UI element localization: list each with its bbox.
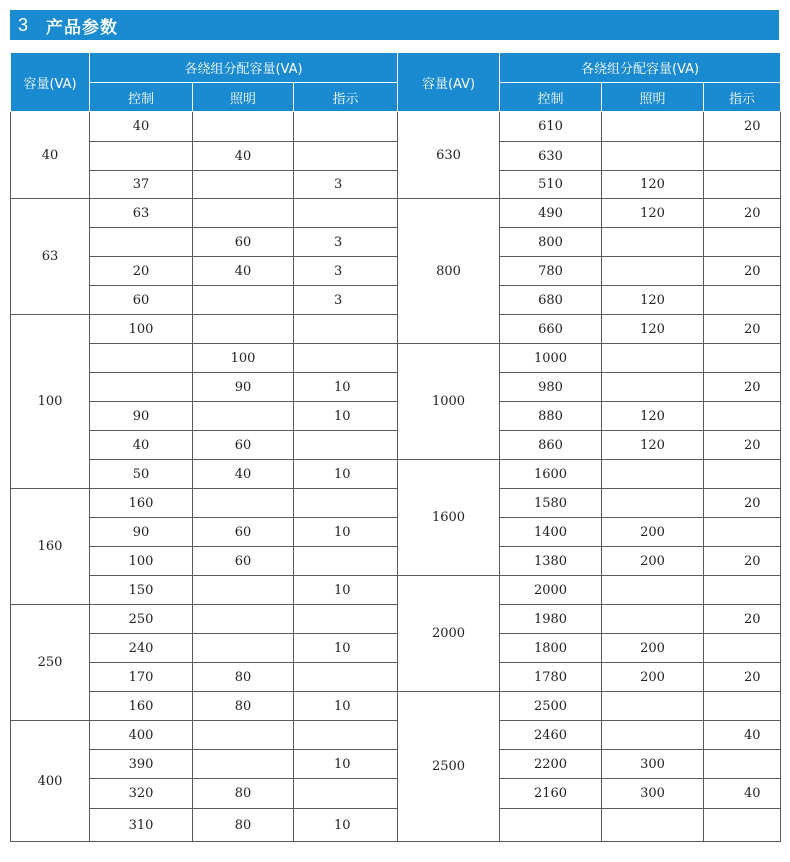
right-lighting-cell	[602, 257, 704, 286]
table-row	[11, 228, 781, 257]
right-control-cell: 510	[500, 171, 602, 199]
right-indicator-cell	[704, 171, 781, 199]
table-row	[11, 663, 781, 692]
left-capacity-cell: 40	[11, 112, 90, 199]
right-lighting-cell	[602, 576, 704, 605]
left-indicator-cell	[294, 779, 398, 809]
left-lighting-cell	[193, 721, 294, 750]
table-row	[11, 692, 781, 721]
section-title: 产品参数	[46, 17, 118, 38]
right-lighting-cell: 200	[602, 663, 704, 692]
right-capacity-cell: 1000	[398, 344, 500, 460]
left-control-cell: 390	[90, 750, 193, 779]
left-lighting-cell: 60	[193, 228, 294, 257]
left-control-cell: 50	[90, 460, 193, 489]
right-control-cell: 660	[500, 315, 602, 344]
left-control-cell: 400	[90, 721, 193, 750]
right-control-cell: 1000	[500, 344, 602, 373]
table-row	[11, 634, 781, 663]
right-control-cell: 2200	[500, 750, 602, 779]
left-control-cell: 40	[90, 431, 193, 460]
right-lighting-cell: 200	[602, 634, 704, 663]
right-lighting-cell	[602, 344, 704, 373]
left-control-cell: 90	[90, 518, 193, 547]
left-lighting-cell: 60	[193, 431, 294, 460]
table-row	[11, 344, 781, 373]
right-control-cell	[500, 809, 602, 842]
left-control-cell: 60	[90, 286, 193, 315]
right-control-cell: 800	[500, 228, 602, 257]
right-control-header: 控制	[500, 83, 602, 112]
right-lighting-cell: 120	[602, 431, 704, 460]
left-indicator-cell	[294, 199, 398, 228]
table-row	[11, 489, 781, 518]
right-lighting-header: 照明	[602, 83, 704, 112]
left-control-cell	[90, 344, 193, 373]
section-number: 3	[18, 14, 29, 35]
left-control-cell	[90, 228, 193, 257]
right-capacity-header: 容量(AV)	[398, 53, 500, 112]
right-indicator-cell	[704, 142, 781, 171]
right-indicator-cell: 20	[704, 605, 781, 634]
right-lighting-cell	[602, 142, 704, 171]
right-lighting-cell	[602, 605, 704, 634]
left-indicator-cell	[294, 142, 398, 171]
left-indicator-cell: 3	[294, 171, 398, 199]
right-indicator-cell	[704, 228, 781, 257]
left-control-cell: 90	[90, 402, 193, 431]
left-lighting-cell: 80	[193, 809, 294, 842]
table-row	[11, 257, 781, 286]
section-header	[10, 10, 779, 40]
right-lighting-cell	[602, 809, 704, 842]
left-indicator-cell: 10	[294, 634, 398, 663]
right-indicator-cell	[704, 460, 781, 489]
right-control-cell: 1580	[500, 489, 602, 518]
left-control-cell: 170	[90, 663, 193, 692]
left-group-header: 各绕组分配容量(VA)	[90, 53, 398, 83]
left-indicator-cell: 10	[294, 576, 398, 605]
left-indicator-cell: 3	[294, 257, 398, 286]
left-indicator-cell	[294, 344, 398, 373]
left-capacity-cell: 400	[11, 721, 90, 842]
left-indicator-cell: 10	[294, 373, 398, 402]
right-lighting-cell: 120	[602, 315, 704, 344]
left-control-cell	[90, 373, 193, 402]
left-lighting-cell	[193, 750, 294, 779]
right-lighting-cell: 200	[602, 518, 704, 547]
left-indicator-cell	[294, 431, 398, 460]
table-row	[11, 315, 781, 344]
left-lighting-header: 照明	[193, 83, 294, 112]
left-lighting-cell: 40	[193, 257, 294, 286]
right-control-cell: 2000	[500, 576, 602, 605]
table-row	[11, 518, 781, 547]
left-lighting-cell	[193, 489, 294, 518]
right-indicator-cell	[704, 518, 781, 547]
right-control-cell: 1400	[500, 518, 602, 547]
left-indicator-cell	[294, 721, 398, 750]
right-capacity-cell: 630	[398, 112, 500, 199]
left-lighting-cell: 40	[193, 142, 294, 171]
left-control-cell: 240	[90, 634, 193, 663]
right-control-cell: 980	[500, 373, 602, 402]
left-control-cell: 100	[90, 547, 193, 576]
left-control-cell: 20	[90, 257, 193, 286]
left-lighting-cell: 100	[193, 344, 294, 373]
left-control-cell: 150	[90, 576, 193, 605]
left-control-cell: 160	[90, 692, 193, 721]
right-control-cell: 1380	[500, 547, 602, 576]
right-indicator-cell	[704, 402, 781, 431]
left-lighting-cell: 60	[193, 518, 294, 547]
table-row	[11, 286, 781, 315]
right-control-cell: 490	[500, 199, 602, 228]
right-control-cell: 630	[500, 142, 602, 171]
right-lighting-cell	[602, 692, 704, 721]
right-control-cell: 1980	[500, 605, 602, 634]
right-indicator-cell	[704, 809, 781, 842]
left-indicator-cell: 10	[294, 750, 398, 779]
right-control-cell: 880	[500, 402, 602, 431]
left-capacity-cell: 160	[11, 489, 90, 605]
right-indicator-cell	[704, 576, 781, 605]
left-lighting-cell: 80	[193, 779, 294, 809]
right-control-cell: 610	[500, 112, 602, 142]
right-control-cell: 860	[500, 431, 602, 460]
left-lighting-cell	[193, 576, 294, 605]
left-lighting-cell	[193, 286, 294, 315]
left-indicator-cell: 10	[294, 518, 398, 547]
right-capacity-cell: 2000	[398, 576, 500, 692]
right-indicator-cell	[704, 344, 781, 373]
left-control-cell: 100	[90, 315, 193, 344]
left-indicator-cell: 3	[294, 286, 398, 315]
left-control-cell: 37	[90, 171, 193, 199]
table-row	[11, 605, 781, 634]
right-lighting-cell	[602, 460, 704, 489]
right-control-cell: 1780	[500, 663, 602, 692]
right-control-cell: 1600	[500, 460, 602, 489]
left-lighting-cell	[193, 605, 294, 634]
left-lighting-cell: 60	[193, 547, 294, 576]
table-row	[11, 779, 781, 809]
right-group-header: 各绕组分配容量(VA)	[500, 53, 781, 83]
table-row	[11, 199, 781, 228]
right-indicator-cell	[704, 750, 781, 779]
product-parameters-table	[10, 52, 781, 842]
left-indicator-cell	[294, 112, 398, 142]
right-control-cell: 2500	[500, 692, 602, 721]
left-indicator-cell: 10	[294, 460, 398, 489]
table-row	[11, 142, 781, 171]
right-indicator-header: 指示	[704, 83, 781, 112]
left-lighting-cell	[193, 199, 294, 228]
table-row	[11, 576, 781, 605]
right-indicator-cell: 40	[704, 721, 781, 750]
left-capacity-header: 容量(VA)	[11, 53, 90, 112]
right-capacity-cell: 2500	[398, 692, 500, 842]
right-capacity-cell: 1600	[398, 460, 500, 576]
right-indicator-cell: 40	[704, 779, 781, 809]
left-control-cell: 40	[90, 112, 193, 142]
right-indicator-cell: 20	[704, 547, 781, 576]
table-body	[11, 112, 781, 842]
right-indicator-cell: 20	[704, 315, 781, 344]
right-lighting-cell: 120	[602, 286, 704, 315]
left-control-cell: 63	[90, 199, 193, 228]
table-row	[11, 171, 781, 199]
left-control-cell	[90, 142, 193, 171]
left-control-cell: 320	[90, 779, 193, 809]
right-lighting-cell	[602, 112, 704, 142]
left-capacity-cell: 250	[11, 605, 90, 721]
right-indicator-cell: 20	[704, 489, 781, 518]
right-indicator-cell: 20	[704, 373, 781, 402]
table-row	[11, 750, 781, 779]
left-capacity-cell: 63	[11, 199, 90, 315]
left-indicator-header: 指示	[294, 83, 398, 112]
table-header	[11, 53, 781, 112]
left-control-cell: 310	[90, 809, 193, 842]
left-lighting-cell	[193, 315, 294, 344]
left-control-cell: 250	[90, 605, 193, 634]
table-row	[11, 809, 781, 842]
right-lighting-cell: 300	[602, 750, 704, 779]
left-control-header: 控制	[90, 83, 193, 112]
table-row	[11, 402, 781, 431]
table-row	[11, 373, 781, 402]
left-lighting-cell	[193, 171, 294, 199]
left-lighting-cell: 90	[193, 373, 294, 402]
left-indicator-cell	[294, 663, 398, 692]
table-row	[11, 721, 781, 750]
right-lighting-cell	[602, 228, 704, 257]
left-lighting-cell	[193, 402, 294, 431]
right-lighting-cell	[602, 489, 704, 518]
right-indicator-cell	[704, 286, 781, 315]
left-capacity-cell: 100	[11, 315, 90, 489]
right-lighting-cell: 300	[602, 779, 704, 809]
right-lighting-cell: 120	[602, 402, 704, 431]
left-indicator-cell: 10	[294, 402, 398, 431]
left-lighting-cell	[193, 634, 294, 663]
right-lighting-cell: 120	[602, 171, 704, 199]
right-control-cell: 680	[500, 286, 602, 315]
right-indicator-cell: 20	[704, 663, 781, 692]
right-indicator-cell: 20	[704, 112, 781, 142]
left-indicator-cell	[294, 605, 398, 634]
right-indicator-cell	[704, 634, 781, 663]
right-lighting-cell	[602, 721, 704, 750]
right-lighting-cell: 120	[602, 199, 704, 228]
left-lighting-cell: 80	[193, 663, 294, 692]
left-indicator-cell	[294, 315, 398, 344]
table-row	[11, 112, 781, 142]
right-control-cell: 2160	[500, 779, 602, 809]
left-indicator-cell	[294, 547, 398, 576]
right-indicator-cell: 20	[704, 199, 781, 228]
left-indicator-cell: 10	[294, 692, 398, 721]
right-lighting-cell: 200	[602, 547, 704, 576]
right-lighting-cell	[602, 373, 704, 402]
table-row	[11, 547, 781, 576]
right-control-cell: 1800	[500, 634, 602, 663]
left-lighting-cell	[193, 112, 294, 142]
left-indicator-cell	[294, 489, 398, 518]
right-control-cell: 780	[500, 257, 602, 286]
left-indicator-cell: 10	[294, 809, 398, 842]
right-control-cell: 2460	[500, 721, 602, 750]
right-indicator-cell	[704, 692, 781, 721]
left-control-cell: 160	[90, 489, 193, 518]
table-row	[11, 431, 781, 460]
right-capacity-cell: 800	[398, 199, 500, 344]
right-indicator-cell: 20	[704, 431, 781, 460]
right-indicator-cell: 20	[704, 257, 781, 286]
left-indicator-cell: 3	[294, 228, 398, 257]
table-row	[11, 460, 781, 489]
left-lighting-cell: 40	[193, 460, 294, 489]
left-lighting-cell: 80	[193, 692, 294, 721]
